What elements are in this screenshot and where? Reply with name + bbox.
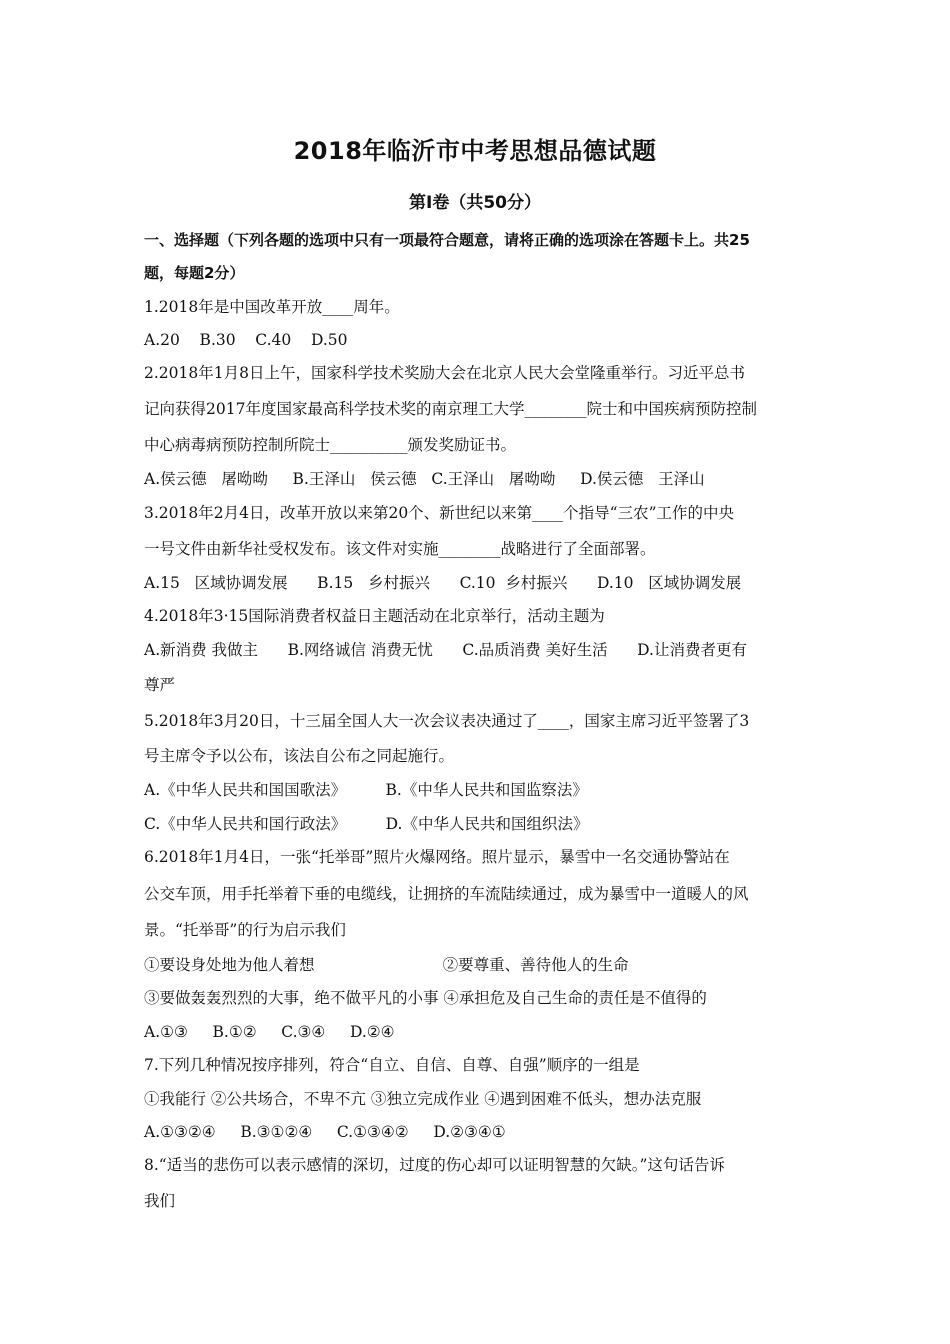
question-6-statements-1: ①要设身处地为他人着想 ②要尊重、善待他人的生命 [144, 956, 629, 974]
page-title: 2018年临沂市中考思想品德试题 [293, 137, 657, 165]
question-3-line-2: 一号文件由新华社受权发布。该文件对实施________战略进行了全面部署。 [144, 540, 656, 558]
question-5-options-ab: A.《中华人民共和国国歌法》 B.《中华人民共和国监察法》 [144, 781, 588, 799]
question-4-options: A.新消费 我做主 B.网络诚信 消费无忧 C.品质消费 美好生活 D.让消费者更有 [144, 641, 747, 659]
question-7-options: A.①③②④ B.③①②④ C.①③④② D.②③④① [144, 1123, 506, 1141]
question-7: 7.下列几种情况按序排列，符合“自立、自信、自尊、自强”顺序的一组是 [144, 1056, 640, 1074]
question-2-line-2: 记向获得2017年度国家最高科学技术奖的南京理工大学________院士和中国疾病预防控制 [144, 400, 757, 418]
question-2: 2.2018年1月8日上午，国家科学技术奖励大会在北京人民大会堂隆重举行。习近平总书 [144, 364, 745, 382]
question-5: 5.2018年3月20日，十三届全国人大一次会议表决通过了____，国家主席习近平签署了3 [144, 712, 750, 730]
section-heading: 一、选择题（下列各题的选项中只有一项最符合题意，请将正确的选项涂在答题卡上。共25 [144, 231, 750, 249]
part-subtitle: 第Ⅰ卷（共50分） [409, 193, 541, 213]
question-2-line-3: 中心病毒病预防控制所院士__________颁发奖励证书。 [144, 436, 517, 454]
question-3-options: A.15 区域协调发展 B.15 乡村振兴 C.10 乡村振兴 D.10 区域协调发展 [144, 574, 742, 592]
question-8-line-2: 我们 [144, 1192, 176, 1210]
question-6-line-3: 景。“托举哥”的行为启示我们 [144, 921, 346, 939]
question-4-options-wrap: 尊严 [144, 676, 176, 694]
question-5-options-cd: C.《中华人民共和国行政法》 D.《中华人民共和国组织法》 [144, 815, 589, 833]
question-8: 8.“适当的悲伤可以表示感情的深切，过度的伤心却可以证明智慧的欠缺。”这句话告诉 [144, 1156, 725, 1174]
section-heading-continued: 题，每题2分） [144, 264, 245, 282]
question-7-statements: ①我能行 ②公共场合，不卑不亢 ③独立完成作业 ④遇到困难不低头，想办法克服 [144, 1090, 702, 1108]
question-1-options: A.20 B.30 C.40 D.50 [144, 331, 348, 349]
question-2-options: A.侯云德 屠呦呦 B.王泽山 侯云德 C.王泽山 屠呦呦 D.侯云德 王泽山 [144, 470, 705, 488]
question-5-line-2: 号主席令予以公布，该法自公布之同起施行。 [144, 747, 455, 765]
question-6-statements-2: ③要做轰轰烈烈的大事，绝不做平凡的小事 ④承担危及自己生命的责任是不值得的 [144, 989, 707, 1007]
question-1: 1.2018年是中国改革开放____周年。 [144, 298, 400, 316]
question-6-options: A.①③ B.①② C.③④ D.②④ [144, 1023, 395, 1041]
question-3: 3.2018年2月4日，改革开放以来第20个、新世纪以来第____个指导“三农”工作的中央 [144, 504, 735, 522]
question-4: 4.2018年3·15国际消费者权益日主题活动在北京举行，活动主题为 [144, 607, 605, 625]
question-6-line-2: 公交车顶，用手托举着下垂的电缆线，让拥挤的车流陆续通过，成为暴雪中一道暖人的风 [144, 885, 749, 903]
question-6: 6.2018年1月4日，一张“托举哥”照片火爆网络。照片显示，暴雪中一名交通协警站在 [144, 848, 730, 866]
